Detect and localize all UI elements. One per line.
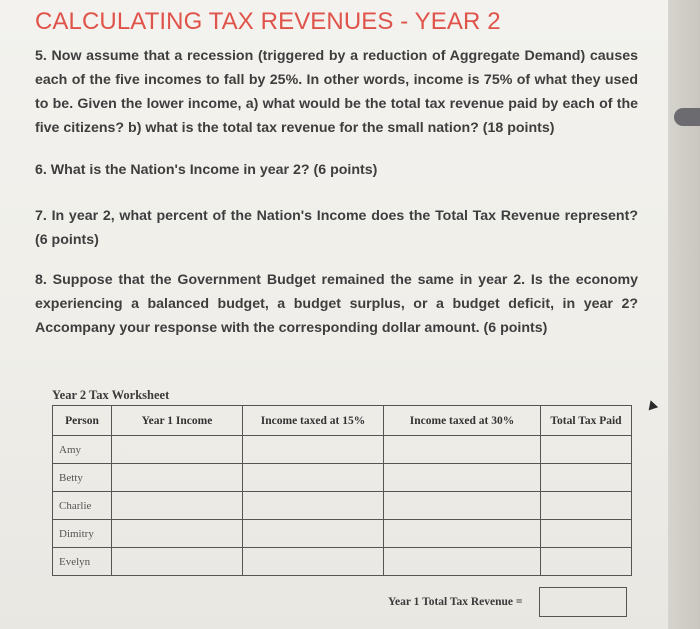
edge-tab xyxy=(674,108,700,126)
table-row xyxy=(53,464,632,492)
cell-income[interactable] xyxy=(112,464,243,492)
cell-total-tax[interactable] xyxy=(541,520,632,548)
cell-taxed-30[interactable] xyxy=(384,464,541,492)
header-year1-income: Year 1 Income xyxy=(112,406,243,436)
cell-taxed-30[interactable] xyxy=(384,520,541,548)
tax-worksheet-table xyxy=(52,405,632,576)
cell-income[interactable] xyxy=(112,520,243,548)
page-edge xyxy=(668,0,700,629)
question-8: 8. Suppose that the Government Budget remained the same in year 2. Is the economy experiencing a balanced budget, a budget surplus, or a budget deficit, in year 2? Accompany your response with the corresponding dollar amount. (6 points) xyxy=(35,272,638,336)
person-name: Dimitry xyxy=(53,520,112,548)
cell-taxed-15[interactable] xyxy=(243,436,384,464)
cell-taxed-15[interactable] xyxy=(243,520,384,548)
cell-taxed-15[interactable] xyxy=(243,548,384,576)
cell-income[interactable] xyxy=(112,436,243,464)
cell-total-tax[interactable] xyxy=(541,436,632,464)
table-row xyxy=(53,520,632,548)
question-6: 6. What is the Nation's Income in year 2? (6 points) xyxy=(35,162,378,178)
cell-taxed-15[interactable] xyxy=(243,492,384,520)
cell-income[interactable] xyxy=(112,548,243,576)
person-name: Charlie xyxy=(53,492,112,520)
person-name: Betty xyxy=(53,464,112,492)
cell-total-tax[interactable] xyxy=(541,548,632,576)
table-row xyxy=(53,548,632,576)
header-taxed-30: Income taxed at 30% xyxy=(384,406,541,436)
table-row xyxy=(53,492,632,520)
cell-total-tax[interactable] xyxy=(541,464,632,492)
page-title: CALCULATING TAX REVENUES - YEAR 2 xyxy=(35,8,501,35)
table-header-row xyxy=(53,406,632,436)
cell-taxed-30[interactable] xyxy=(384,548,541,576)
header-person: Person xyxy=(53,406,112,436)
question-5: 5. Now assume that a recession (triggered by a reduction of Aggregate Demand) causes each of the five incomes to fall by 25%. In other words, income is 75% of what they used to be. Given the lower income, a) what would be the total tax revenue paid by each of the five citizens? b) what is the total tax revenue for the small nation? (18 points) xyxy=(35,48,638,136)
cell-taxed-30[interactable] xyxy=(384,436,541,464)
question-7: 7. In year 2, what percent of the Nation's Income does the Total Tax Revenue represent? (6 points) xyxy=(35,208,638,248)
total-revenue-label: Year 1 Total Tax Revenue = xyxy=(388,596,523,608)
header-taxed-15: Income taxed at 15% xyxy=(243,406,384,436)
person-name: Amy xyxy=(53,436,112,464)
person-name: Evelyn xyxy=(53,548,112,576)
cell-taxed-15[interactable] xyxy=(243,464,384,492)
worksheet-title: Year 2 Tax Worksheet xyxy=(52,388,170,402)
cell-income[interactable] xyxy=(112,492,243,520)
total-revenue-box[interactable] xyxy=(539,587,627,617)
table-row xyxy=(53,436,632,464)
cell-taxed-30[interactable] xyxy=(384,492,541,520)
cell-total-tax[interactable] xyxy=(541,492,632,520)
header-total-tax: Total Tax Paid xyxy=(541,406,632,436)
